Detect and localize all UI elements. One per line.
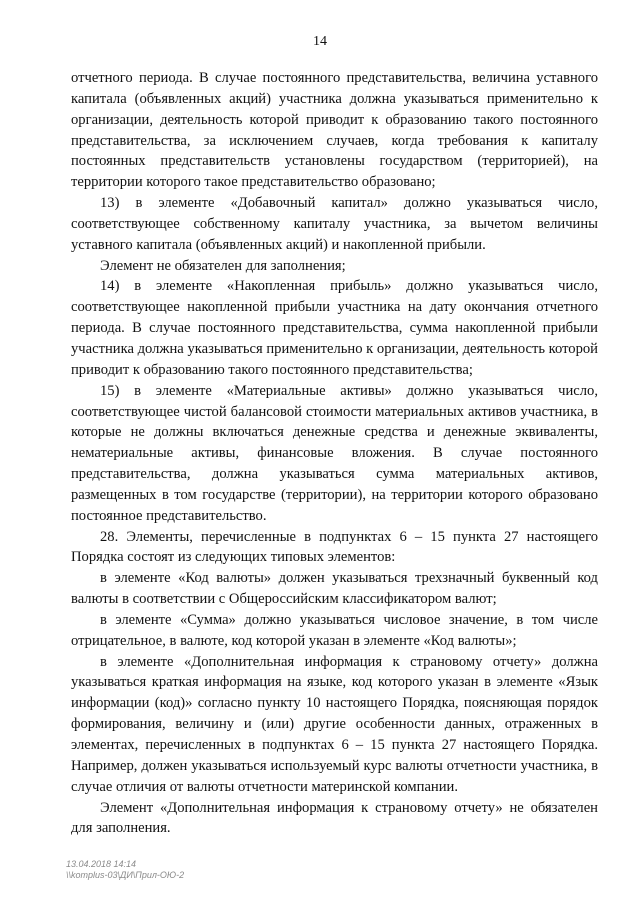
paragraph-item-15: 15) в элементе «Материальные активы» должно указываться число, соответствующее чистой балансовой стоимости материальных активов участника, в которые не должны включаться денежные средства и денежные эквиваленты, нематериальные активы, финансовые вложения. В случае постоянного представительства, должна указываться сумма материальных активов, размещенных в том государстве (территории), на территории которого образовано постоянное представительство.	[71, 382, 598, 524]
footer-stamp	[66, 859, 184, 881]
paragraph-additional-info: в элементе «Дополнительная информация к страновому отчету» должна указываться краткая информация на языке, код которого указан в элементе «Язык информации (код)» согласно пункту 10 настоящего Порядка, поясняющая порядок формирования, величину и (или) другие особенности данных, отраженных в элементах, перечисленных в подпунктах 6 – 15 пункта 27 настоящего Порядка. Например, должен указываться используемый курс валюты отчетности участника, в случае отличия от валюты отчетности материнской компании.	[71, 653, 598, 795]
paragraph-amount: в элементе «Сумма» должно указываться числовое значение, в том числе отрицательное, в валюте, код которой указан в элементе «Код валюты»;	[71, 611, 598, 649]
footer-timestamp: 13.04.2018 14:14	[66, 859, 137, 869]
paragraph-additional-info-optional: Элемент «Дополнительная информация к страновому отчету» не обязателен для заполнения.	[71, 799, 598, 837]
footer-file-path: \\komplus-03\ДИ\Прил-ОЮ-2	[66, 870, 185, 880]
page-number: 14	[313, 34, 327, 49]
paragraph-section-28: 28. Элементы, перечисленные в подпунктах 6 – 15 пункта 27 настоящего Порядка состоят из следующих типовых элементов:	[71, 528, 598, 566]
paragraph-optional-note: Элемент не обязателен для заполнения;	[100, 257, 346, 274]
paragraph-item-13: 13) в элементе «Добавочный капитал» должно указываться число, соответствующее собственному капиталу участника, за вычетом величины уставного капитала (объявленных акций) и накопленной прибыли.	[71, 195, 598, 253]
document-body	[71, 68, 598, 839]
paragraph-item-14: 14) в элементе «Накопленная прибыль» должно указываться число, соответствующее накопленной прибыли участника на дату окончания отчетного периода. В случае постоянного представительства, сумма накопленной прибыли участника должна указываться применительно к организации, деятельность которой приводит к образованию такого постоянного представительства;	[71, 278, 598, 378]
paragraph-continuation: отчетного периода. В случае постоянного представительства, величина уставного капитала (объявленных акций) участника должна указываться применительно к организации, деятельность которой приводит к образованию такого постоянного представительства, за исключением случаев, когда требования к капиталу постоянных представительств установлены государством (территорией), на территории которого такое представительство образовано;	[71, 70, 598, 191]
paragraph-currency-code: в элементе «Код валюты» должен указываться трехзначный буквенный код валюты в соответствии с Общероссийским классификатором валют;	[71, 570, 598, 608]
